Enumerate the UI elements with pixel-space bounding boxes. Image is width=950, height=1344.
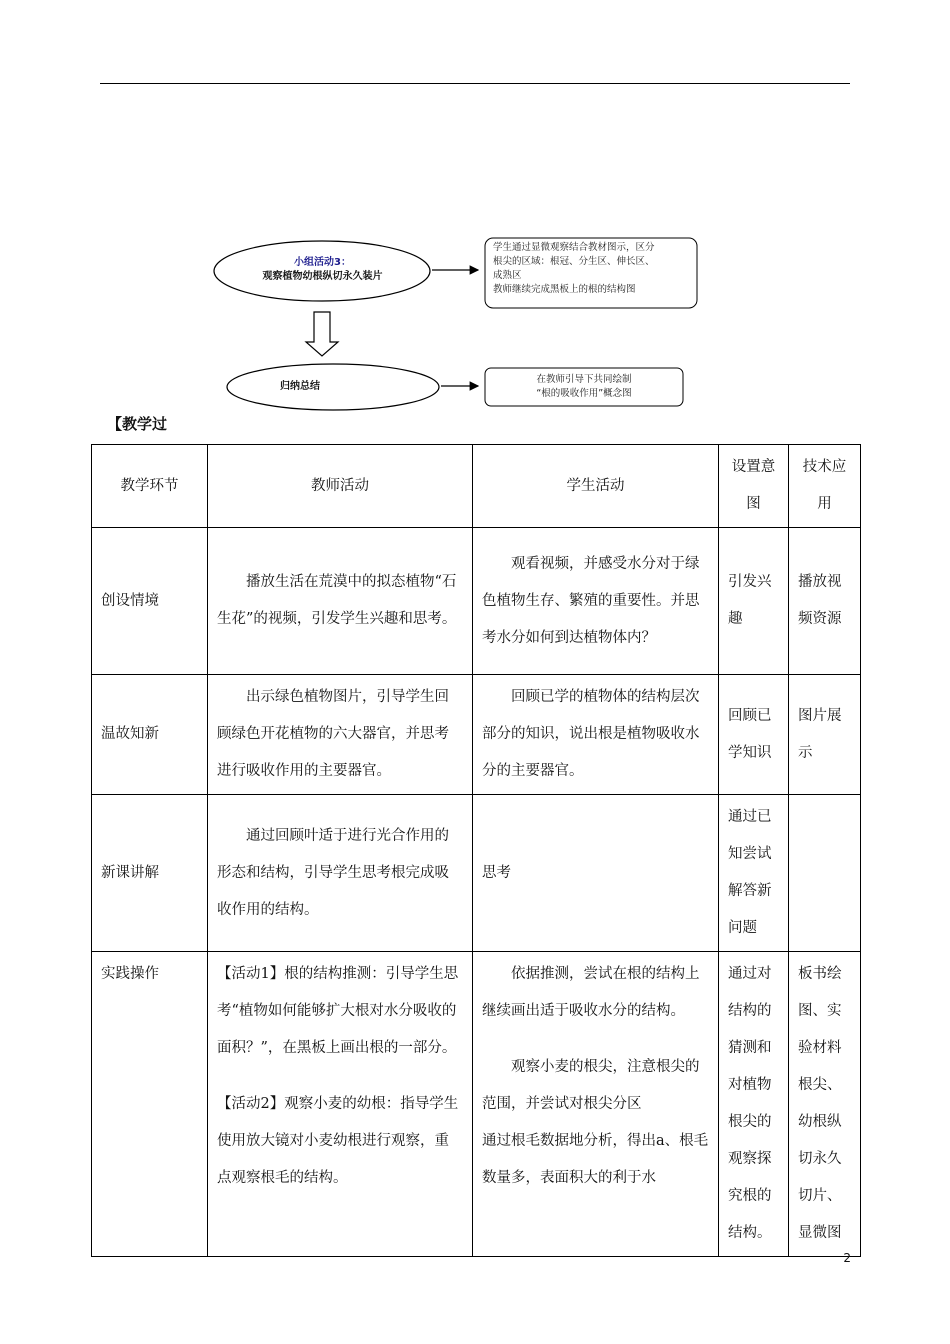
tech-cell: 播放视频资源 xyxy=(789,528,861,675)
summary-label: 归纳总结 xyxy=(280,381,320,392)
activity-2-text: 【活动2】观察小麦的幼根：指导学生使用放大镜对小麦幼根进行观察，重点观察根毛的结构。 xyxy=(217,1096,459,1186)
page-number: 2 xyxy=(843,1251,851,1265)
table-row xyxy=(92,952,861,1257)
stage-cell: 实践操作 xyxy=(92,952,208,1257)
activity-result-line: 教师继续完成黑板上的根的结构图 xyxy=(493,284,636,295)
header-intent: 设置意图 xyxy=(719,445,789,528)
student-cell: 观看视频，并感受水分对于绿色植物生存、繁殖的重要性。并思考水分如何到达植物体内？ xyxy=(473,528,719,675)
activity-ellipse-text xyxy=(230,256,415,284)
student-cell: 思考 xyxy=(473,795,719,952)
table-header-row xyxy=(92,445,861,528)
summary-result-text xyxy=(488,373,680,401)
tech-cell: 图片展示 xyxy=(789,675,861,795)
activity-title: 小组活动3： xyxy=(294,257,351,268)
student-cell: 回顾已学的植物体的结构层次部分的知识，说出根是植物吸收水分的主要器官。 xyxy=(473,675,719,795)
header-student: 学生活动 xyxy=(473,445,719,528)
down-arrow xyxy=(306,312,338,356)
header-tech: 技术应用 xyxy=(789,445,861,528)
student-cell xyxy=(473,952,719,1257)
header-stage: 教学环节 xyxy=(92,445,208,528)
teacher-cell: 通过回顾叶适于进行光合作用的形态和结构，引导学生思考根完成吸收作用的结构。 xyxy=(208,795,473,952)
activity-1-text: 【活动1】根的结构推测：引导学生思考“植物如何能够扩大根对水分吸收的面积？”，在黑板上画出根的一部分。 xyxy=(217,966,459,1056)
activity-result-text xyxy=(493,241,698,297)
intent-cell: 通过已知尝试解答新问题 xyxy=(719,795,789,952)
intent-cell: 通过对结构的猜测和对植物根尖的观察探究根的结构。 xyxy=(719,952,789,1257)
lesson-table xyxy=(91,444,861,1257)
activity-subtitle: 观察植物幼根纵切永久装片 xyxy=(262,271,383,282)
teacher-cell: 出示绿色植物图片，引导学生回顾绿色开花植物的六大器官，并思考进行吸收作用的主要器官。 xyxy=(208,675,473,795)
flow-diagram xyxy=(210,230,710,415)
activity-result-line: 成熟区 xyxy=(493,270,522,281)
summary-result-line: “根的吸收作用”概念图 xyxy=(536,388,632,399)
teacher-cell: 播放生活在荒漠中的拟态植物“石生花”的视频，引发学生兴趣和思考。 xyxy=(208,528,473,675)
student-paragraph: 通过根毛数据地分析，得出a、根毛数量多，表面积大的利于水 xyxy=(482,1133,709,1186)
activity-result-line: 根尖的区域：根冠、分生区、伸长区、 xyxy=(493,256,655,267)
tech-cell xyxy=(789,795,861,952)
section-heading: 【教学过 xyxy=(107,415,168,433)
header-rule xyxy=(100,83,850,84)
activity-result-line: 学生通过显微观察结合教材图示，区分 xyxy=(493,242,655,253)
stage-cell: 温故知新 xyxy=(92,675,208,795)
header-teacher: 教师活动 xyxy=(208,445,473,528)
summary-result-line: 在教师引导下共同绘制 xyxy=(536,374,632,385)
stage-cell: 创设情境 xyxy=(92,528,208,675)
intent-cell: 引发兴趣 xyxy=(719,528,789,675)
student-paragraph: 依据推测，尝试在根的结构上继续画出适于吸收水分的结构。 xyxy=(482,966,700,1019)
teacher-cell xyxy=(208,952,473,1257)
table-row xyxy=(92,795,861,952)
table-row xyxy=(92,528,861,675)
stage-cell: 新课讲解 xyxy=(92,795,208,952)
table-row xyxy=(92,675,861,795)
student-paragraph: 观察小麦的根尖，注意根尖的范围，并尝试对根尖分区 xyxy=(482,1059,700,1112)
intent-cell: 回顾已学知识 xyxy=(719,675,789,795)
tech-cell: 板书绘图、实验材料根尖、幼根纵切永久切片、显微图 xyxy=(789,952,861,1257)
